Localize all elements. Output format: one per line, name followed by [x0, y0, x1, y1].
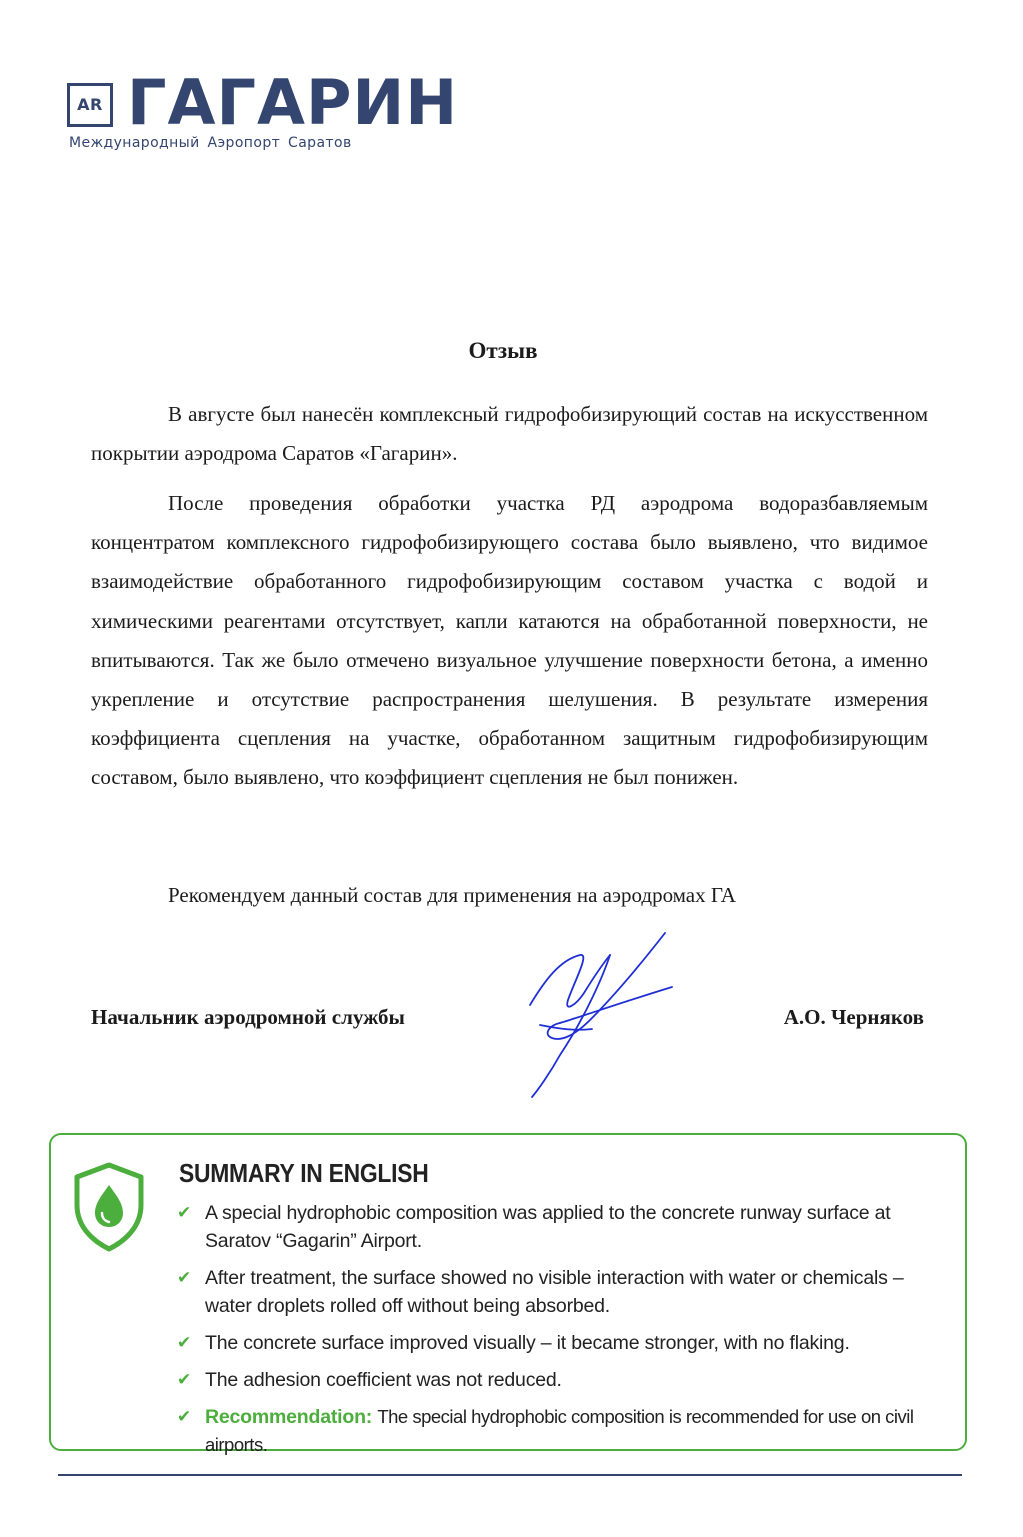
- handwritten-signature: [520, 925, 690, 1105]
- letter-paragraph-2: После проведения обработки участка РД аэродрома водоразбавляемым концентратом комплексного гидрофобизирующего состава было выявлено, что видимое взаимодействие обработанного гидрофобизирующим составом участка с водой и химическими реагентами отсутствует, капли катаются на обработанной поверхности, не впитываются. Так же было отмечено визуальное улучшение поверхности бетона, а именно укрепление и отсутствие распространения шелушения. В результате измерения коэффициента сцепления на участке, обработанном защитным гидрофобизирующим составом, было выявлено, что коэффициент сцепления не был понижен.: [91, 491, 928, 790]
- summary-recommendation: [177, 1403, 947, 1459]
- logo-badge: AR: [67, 83, 113, 127]
- summary-item-text: The adhesion coefficient was not reduced.: [205, 1369, 562, 1391]
- footer-divider: [58, 1474, 962, 1476]
- summary-item: [177, 1264, 947, 1320]
- check-icon: ✔: [177, 1268, 192, 1288]
- check-icon: ✔: [177, 1333, 192, 1353]
- summary-item: [177, 1329, 947, 1357]
- airport-logo: [67, 66, 459, 154]
- check-icon: ✔: [177, 1407, 192, 1427]
- letter-recommendation: Рекомендуем данный состав для применения на аэродромах ГА: [168, 883, 736, 907]
- recommendation-label: Recommendation:: [205, 1406, 373, 1428]
- letter-title: Отзыв: [468, 338, 538, 363]
- summary-item-text: A special hydrophobic composition was applied to the concrete runway surface at Saratov “Gagarin” Airport.: [205, 1202, 891, 1252]
- english-summary-box: [49, 1133, 967, 1455]
- summary-list: [177, 1199, 947, 1468]
- check-icon: ✔: [177, 1203, 192, 1223]
- signer-name: А.О. Черняков: [783, 1005, 924, 1029]
- shield-drop-icon: [71, 1161, 147, 1253]
- summary-item: [177, 1366, 947, 1394]
- summary-item-text: The concrete surface improved visually – it became stronger, with no flaking.: [205, 1332, 850, 1354]
- logo-subtitle: Международный Аэропорт Саратов: [69, 135, 352, 151]
- signer-role: Начальник аэродромной службы: [91, 1005, 405, 1029]
- recommendation-text: The special hydrophobic composition is recommended for use on civil airports.: [205, 1406, 914, 1455]
- summary-title: SUMMARY IN ENGLISH: [179, 1158, 429, 1188]
- check-icon: ✔: [177, 1370, 192, 1390]
- summary-item-text: After treatment, the surface showed no visible interaction with water or chemicals – water droplets rolled off without being absorbed.: [205, 1267, 904, 1317]
- letter-paragraph-1: В августе был нанесён комплексный гидрофобизирующий состав на искусственном покрытии аэродрома Саратов «Гагарин».: [91, 402, 928, 466]
- summary-item: [177, 1199, 947, 1255]
- logo-name: ГАГАРИН: [127, 66, 459, 139]
